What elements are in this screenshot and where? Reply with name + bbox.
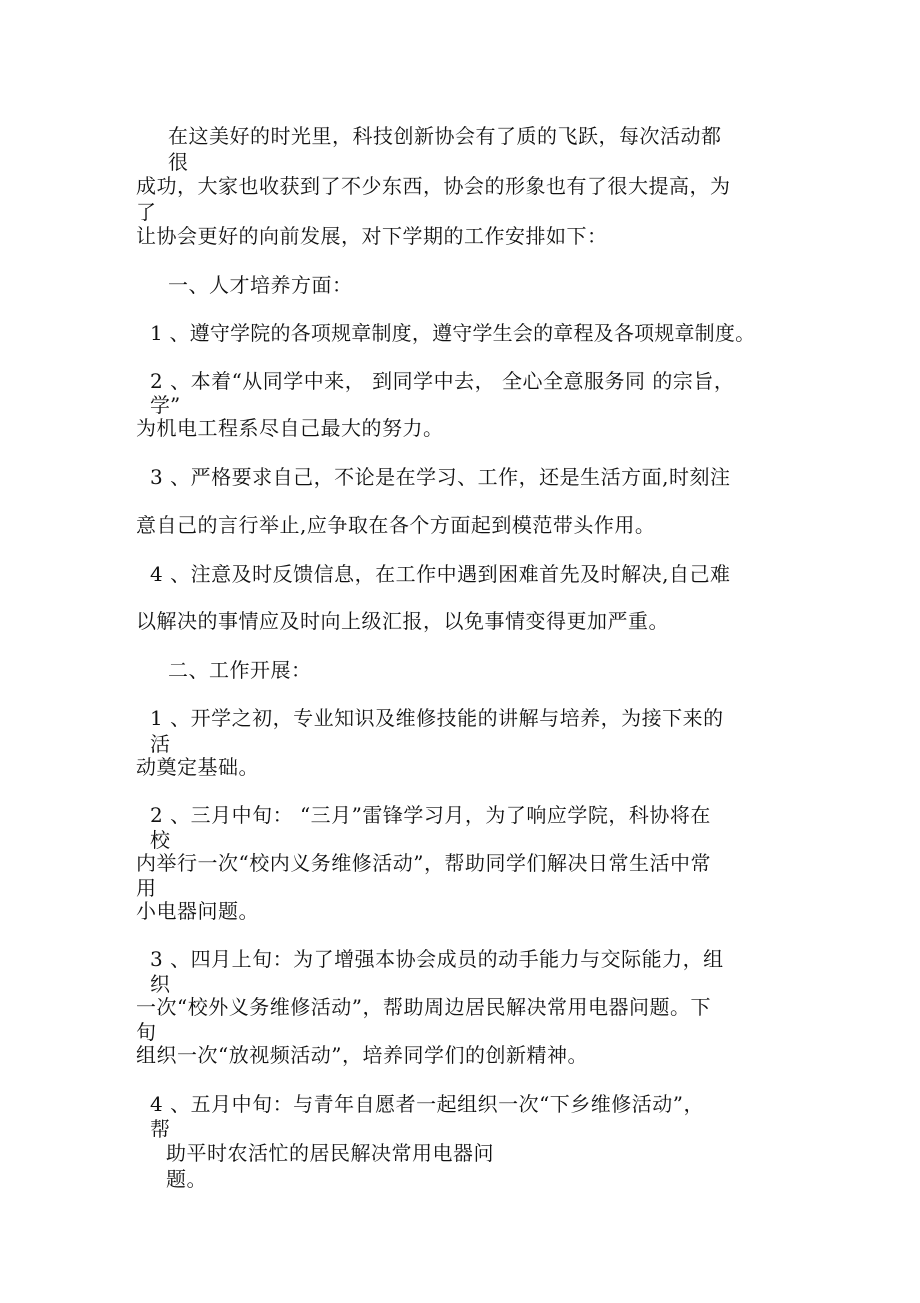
section1-item-4-line-1: 4 、注意及时反馈信息，在工作中遇到困难首先及时解决,自己难 — [150, 562, 731, 586]
section2-heading: 二、工作开展： — [168, 658, 312, 682]
section2-item-1-line-2: 动奠定基础。 — [136, 755, 259, 779]
section2-item-2-line-1: 2 、三月中旬： “三月”雷锋学习月，为了响应学院，科协将在 — [150, 803, 711, 827]
section2-item-1-line-1: 1 、开学之初，专业知识及维修技能的讲解与培养，为接下来的 — [150, 706, 724, 730]
intro-line-1: 在这美好的时光里，科技创新协会有了质的飞跃，每次活动都 — [168, 124, 722, 148]
section2-item-3-wrap-2: 旬 — [136, 1020, 156, 1044]
section1-item-1: 1 、遵守学院的各项规章制度，遵守学生会的章程及各项规章制度。 — [150, 321, 756, 345]
section2-item-3-line-1: 3 、四月上旬：为了增强本协会成员的动手能力与交际能力，组 — [150, 947, 724, 971]
section1-item-3-line-2: 意自己的言行举止,应争取在各个方面起到模范带头作用。 — [136, 513, 656, 537]
section2-item-2-wrap-2: 用 — [136, 876, 156, 900]
section2-item-4-line-3: 题。 — [166, 1167, 207, 1191]
section2-item-2-line-3: 小电器问题。 — [136, 899, 259, 923]
section2-item-4-line-1: 4 、五月中旬：与青年自愿者一起组织一次“下乡维修活动”， — [150, 1092, 705, 1116]
section1-item-3-line-1: 3 、严格要求自己，不论是在学习、工作，还是生活方面,时刻注 — [150, 465, 731, 489]
section1-heading: 一、人才培养方面： — [168, 273, 353, 297]
intro-line-2-wrap: 了 — [136, 200, 156, 224]
section1-item-2-wrap: 学” — [150, 393, 181, 417]
section2-item-4-line-2: 助平时农活忙的居民解决常用电器问 — [166, 1141, 494, 1165]
section2-item-1-wrap: 活 — [150, 732, 170, 756]
section2-item-2-line-2: 内举行一次“校内义务维修活动”，帮助同学们解决日常生活中常 — [136, 851, 711, 875]
intro-line-1-wrap: 很 — [168, 150, 188, 174]
intro-line-3: 让协会更好的向前发展，对下学期的工作安排如下： — [136, 224, 608, 248]
section1-item-2-line-1: 2 、本着“从同学中来， 到同学中去， 全心全意服务同 的宗旨， — [150, 369, 735, 393]
section2-item-3-line-3: 组织一次“放视频活动”，培养同学们的创新精神。 — [136, 1043, 588, 1067]
intro-line-2: 成功，大家也收获到了不少东西，协会的形象也有了很大提高，为 — [136, 174, 731, 198]
section2-item-3-line-2: 一次“校外义务维修活动”，帮助周边居民解决常用电器问题。下 — [136, 995, 711, 1019]
section1-item-4-line-2: 以解决的事情应及时向上级汇报，以免事情变得更加严重。 — [136, 609, 669, 633]
section2-item-3-wrap-1: 织 — [150, 972, 170, 996]
section2-item-2-wrap-1: 校 — [150, 828, 170, 852]
section1-item-2-line-2: 为机电工程系尽自己最大的努力。 — [136, 416, 444, 440]
section2-item-4-wrap: 帮 — [150, 1117, 170, 1141]
